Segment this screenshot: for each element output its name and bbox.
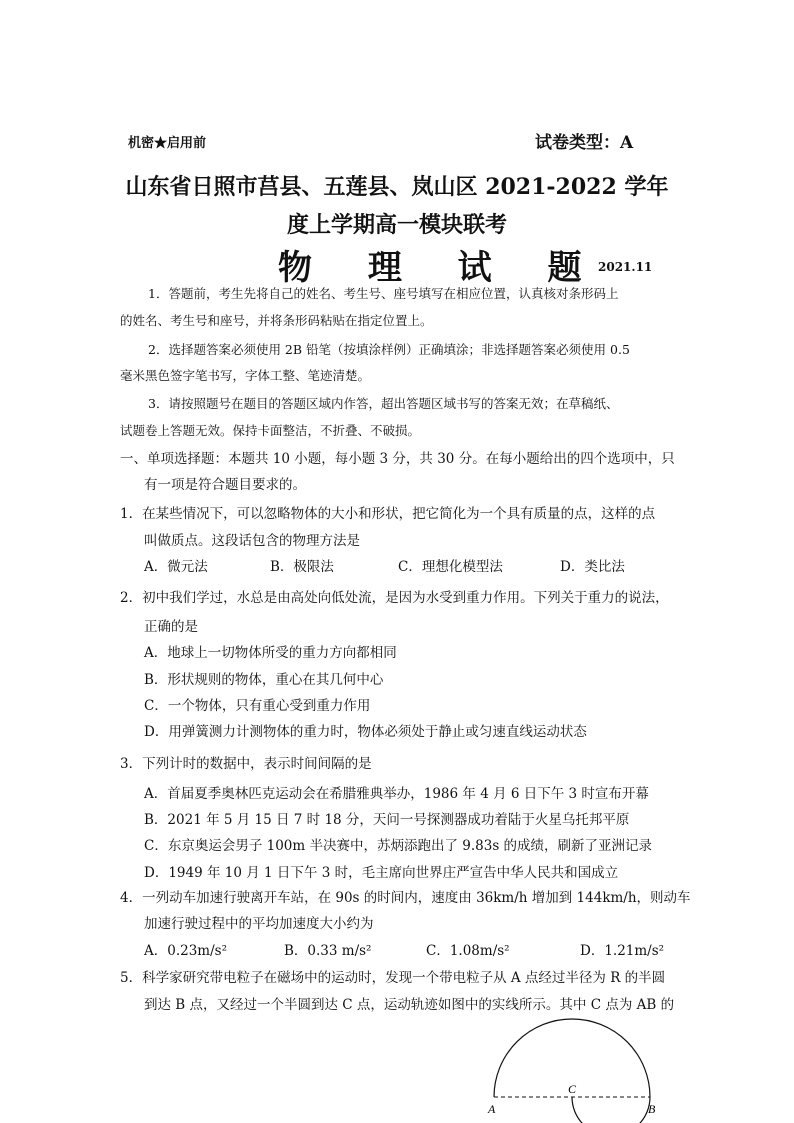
section-heading: 一、单项选择题：本题共 10 小题，每小题 3 分，共 30 分。在每小题给出的四个选项中，只 [120,451,675,467]
point-a-label: A [488,1102,496,1116]
small-semicircle-arc [572,1097,650,1123]
question-2-stem: 2．初中我们学过，水总是由高处向低处流，是因为水受到重力作用。下列关于重力的说法， [120,590,669,606]
question-4-option-a: A．0.23m/s² [144,943,227,959]
question-2-option-a: A．地球上一切物体所受的重力方向都相同 [144,645,397,661]
question-5-stem-cont: 到达 B 点，又经过一个半圆到达 C 点，运动轨迹如图中的实线所示。其中 C 点为 AB 的 [144,997,675,1013]
confidential-mark: 机密★启用前 [128,136,207,151]
question-1-stem-cont: 叫做质点。这段话包含的物理方法是 [144,533,360,549]
paper-type: 试卷类型：A [535,133,634,153]
question-4-option-d: D．1.21m/s² [580,943,665,959]
question-3-option-d: D．1949 年 10 月 1 日下午 3 时，毛主席向世界庄严宣告中华人民共和国成立 [144,865,619,881]
instruction-1b: 的姓名、考生号和座号，并将条形码粘贴在指定位置上。 [120,313,433,328]
question-2-option-d: D．用弹簧测力计测物体的重力时，物体必须处于静止或匀速直线运动状态 [144,724,587,740]
question-2-option-c: C．一个物体，只有重心受到重力作用 [144,698,371,714]
exam-date: 2021.11 [598,260,653,274]
instruction-3b: 试题卷上答题无效。保持卡面整洁，不折叠、不破损。 [120,423,421,438]
question-4-option-c: C．1.08m/s² [426,943,510,959]
exam-title-line1: 山东省日照市莒县、五莲县、岚山区 2021-2022 学年 [125,174,669,200]
trajectory-diagram [486,1015,666,1123]
point-b-label: B [648,1102,656,1116]
instruction-1a: 1．答题前，考生先将自己的姓名、考生号、座号填写在相应位置，认真核对条形码上 [148,286,619,301]
question-1-option-c: C．理想化模型法 [398,559,503,575]
point-c-label: C [568,1082,577,1096]
question-3-stem: 3．下列计时的数据中，表示时间间隔的是 [120,756,372,772]
instruction-2b: 毫米黑色签字笔书写，字体工整、笔迹清楚。 [120,368,371,383]
question-4-stem: 4．一列动车加速行驶离开车站，在 90s 的时间内，速度由 36km/h 增加到 144km/h，则动车 [120,890,691,906]
question-5-stem: 5．科学家研究带电粒子在磁场中的运动时，发现一个带电粒子从 A 点经过半径为 R 的半圆 [120,970,666,986]
question-4-stem-cont: 加速行驶过程中的平均加速度大小约为 [144,916,374,932]
question-1-option-b: B．极限法 [270,559,334,575]
question-1-option-d: D．类比法 [560,559,625,575]
instruction-2a: 2．选择题答案必须使用 2B 铅笔（按填涂样例）正确填涂；非选择题答案必须使用 0.5 [148,342,630,357]
question-1-stem: 1．在某些情况下，可以忽略物体的大小和形状，把它简化为一个具有质量的点，这样的点 [120,506,656,522]
section-heading-cont: 有一项是符合题目要求的。 [144,477,306,493]
instruction-3a: 3．请按照题号在题目的答题区域内作答，超出答题区域书写的答案无效；在草稿纸、 [148,396,619,411]
question-3-option-a: A．首届夏季奥林匹克运动会在希腊雅典举办，1986 年 4 月 6 日下午 3 时宣布开幕 [144,786,649,802]
question-3-option-b: B．2021 年 5 月 15 日 7 时 18 分，天问一号探测器成功着陆于火星乌托邦平原 [144,812,630,828]
exam-title-line2: 度上学期高一模块联考 [286,212,507,238]
question-3-option-c: C．东京奥运会男子 100m 半决赛中，苏炳添跑出了 9.83s 的成绩，刷新了亚洲记录 [144,838,653,854]
question-2-stem-cont: 正确的是 [144,619,198,635]
question-4-option-b: B．0.33 m/s² [284,943,372,959]
question-2-option-b: B．形状规则的物体，重心在其几何中心 [144,672,384,688]
question-1-option-a: A．微元法 [144,559,208,575]
subject-title: 物 理 试 题 [278,248,604,288]
